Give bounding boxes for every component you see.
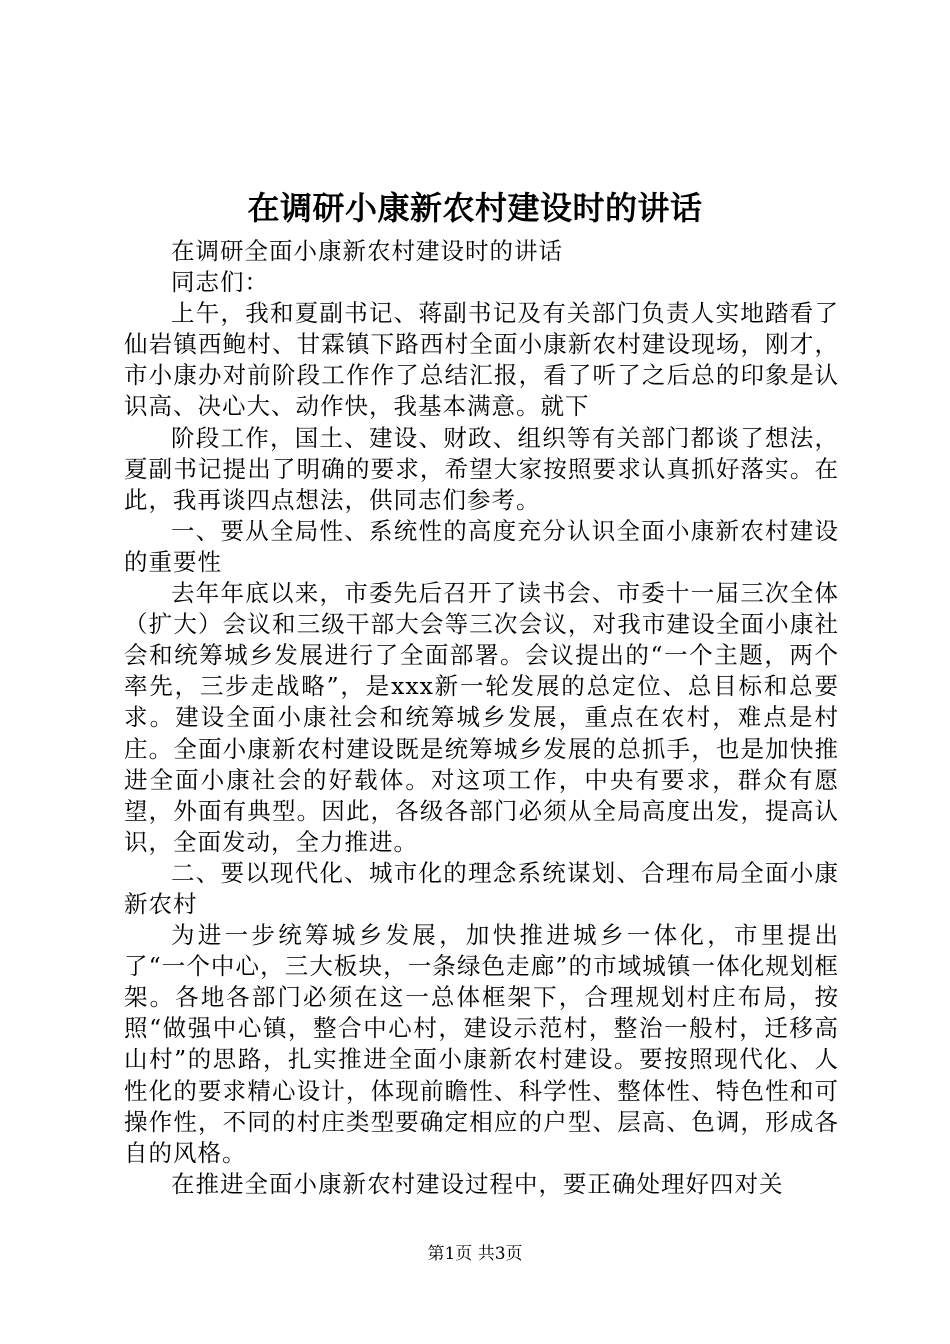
salutation-paragraph: 同志们：	[171, 268, 269, 297]
page-number-footer: 第1页 共3页	[427, 1244, 523, 1264]
body-paragraph: 阶段工作，国土、建设、财政、组织等有关部门都谈了想法，夏副书记提出了明确的要求，希望大家按照要求认真抓好落实。在此，我再谈四点想法，供同志们参考。	[124, 423, 839, 514]
section-heading-2: 二、要以现代化、城市化的理念系统谋划、合理布局全面小康新农村	[124, 858, 839, 918]
section-heading-1: 一、要从全局性、系统性的高度充分认识全面小康新农村建设的重要性	[124, 516, 839, 576]
document-title: 在调研小康新农村建设时的讲话	[247, 189, 703, 227]
body-paragraph: 在推进全面小康新农村建设过程中，要正确处理好四对关	[171, 1169, 784, 1198]
subtitle-paragraph: 在调研全面小康新农村建设时的讲话	[171, 237, 563, 265]
body-paragraph: 去年年底以来，市委先后召开了读书会、市委十一届三次全体（扩大）会议和三级干部大会等三次会议，对我市建设全面小康社会和统筹城乡发展进行了全面部署。会议提出的“一个主题，两个率先，三步走战略”，是xxx新一轮发展的总定位、总目标和总要求。建设全面小康社会和统筹城乡发展，重点在农村，难点是村庄。全面小康新农村建设既是统筹城乡发展的总抓手，也是加快推进全面小康社会的好载体。对这项工作，中央有要求，群众有愿望，外面有典型。因此，各级各部门必须从全局高度出发，提高认识，全面发动，全力推进。	[124, 579, 839, 856]
document-body	[124, 236, 839, 1200]
body-paragraph: 为进一步统筹城乡发展，加快推进城乡一体化，市里提出了“一个中心，三大板块，一条绿色走廊”的市域城镇一体化规划框架。各地各部门必须在这一总体框架下，合理规划村庄布局，按照“做强中心镇，整合中心村，建设示范村，整治一般村，迁移高山村”的思路，扎实推进全面小康新农村建设。要按照现代化、人性化的要求精心设计，体现前瞻性、科学性、整体性、特色性和可操作性，不同的村庄类型要确定相应的户型、层高、色调，形成各自的风格。	[124, 921, 839, 1167]
body-paragraph: 上午，我和夏副书记、蒋副书记及有关部门负责人实地踏看了仙岩镇西鲍村、甘霖镇下路西村全面小康新农村建设现场，刚才，市小康办对前阶段工作作了总结汇报，看了听了之后总的印象是认识高、决心大、动作快，我基本满意。就下	[124, 299, 839, 421]
